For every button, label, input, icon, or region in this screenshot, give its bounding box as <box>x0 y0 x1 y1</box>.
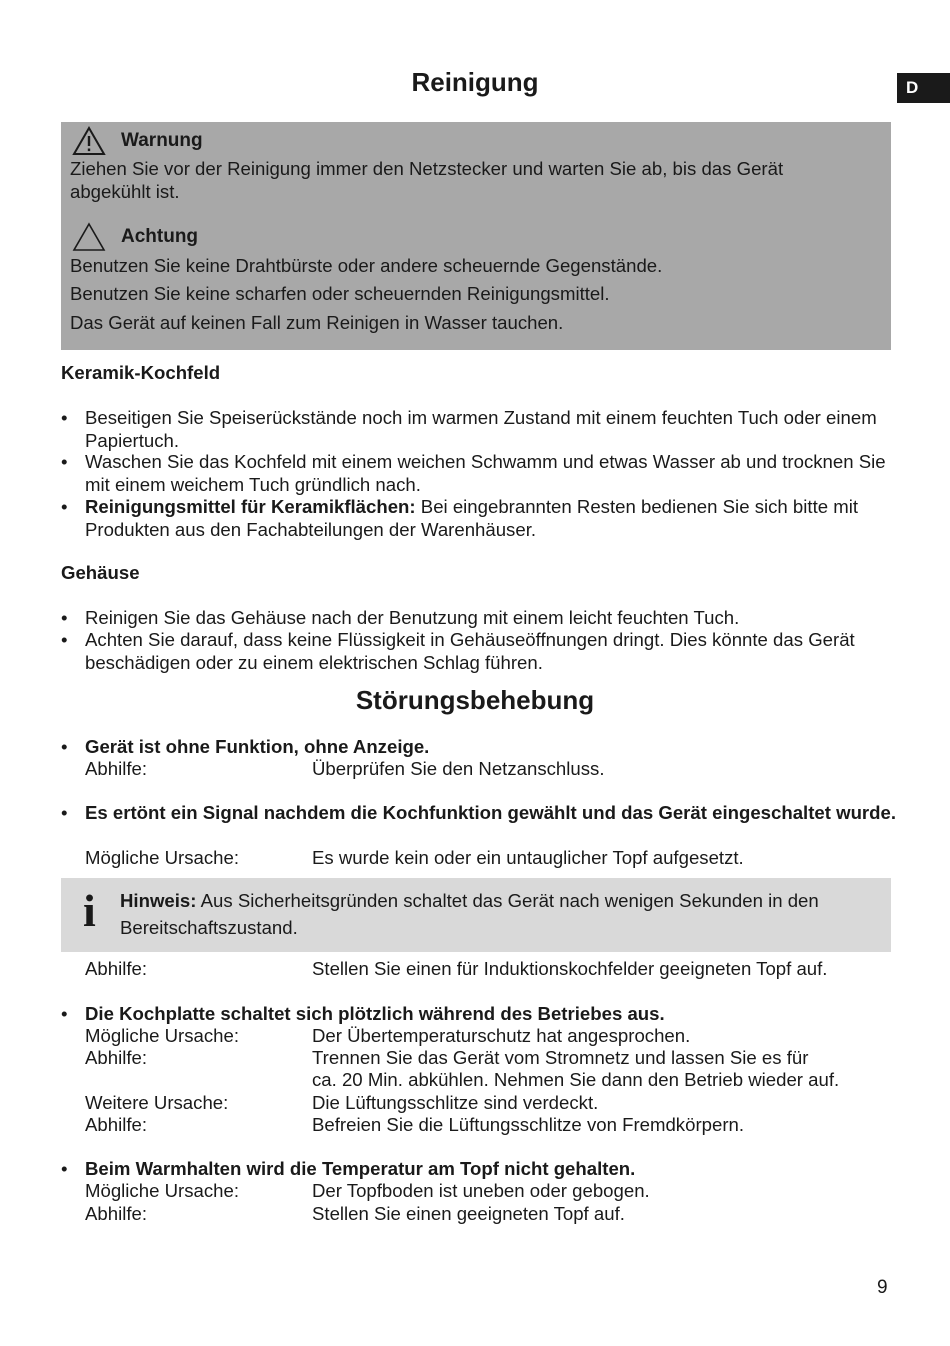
info-icon: i <box>83 885 96 936</box>
bullet-icon: • <box>61 1158 68 1179</box>
note-text <box>120 887 860 941</box>
cleaning-title: Reinigung <box>411 67 539 97</box>
caution-line: Benutzen Sie keine Drahtbürste oder andere scheuernde Gegenstände. <box>70 255 663 276</box>
ceramic-bullet-bold: Reinigungsmittel für Keramikflächen: <box>85 496 416 517</box>
cause-label: Mögliche Ursache: <box>85 847 239 868</box>
remedy-label: Abhilfe: <box>85 1203 148 1224</box>
remedy-text: Befreien Sie die Lüftungsschlitze von Fremdkörpern. <box>312 1114 745 1135</box>
cause-label: Mögliche Ursache: <box>85 1180 239 1201</box>
caution-heading: Achtung <box>121 226 199 247</box>
cause-text: Der Topfboden ist uneben oder gebogen. <box>312 1180 650 1201</box>
remedy-text: Stellen Sie einen für Induktionskochfelder geeigneten Topf auf. <box>312 958 828 979</box>
cause-label: Mögliche Ursache: <box>85 1025 239 1046</box>
bullet-icon: • <box>61 451 68 472</box>
bullet-icon: • <box>61 629 68 650</box>
remedy-label: Abhilfe: <box>85 958 148 979</box>
caution-line: Benutzen Sie keine scharfen oder scheuernden Reinigungsmittel. <box>70 283 610 304</box>
remedy-label: Abhilfe: <box>85 758 148 779</box>
ceramic-heading: Keramik-Kochfeld <box>61 362 221 383</box>
caution-icon <box>72 222 106 252</box>
problem-heading: Gerät ist ohne Funktion, ohne Anzeige. <box>85 736 430 757</box>
problem-heading: Die Kochplatte schaltet sich plötzlich während des Betriebes aus. <box>85 1003 665 1024</box>
warning-text-line: abgekühlt ist. <box>70 181 180 202</box>
bullet-icon: • <box>61 407 68 428</box>
bullet-icon: • <box>61 607 68 628</box>
bullet-icon: • <box>61 736 68 757</box>
bullet-icon: • <box>61 496 68 517</box>
problem-heading: Es ertönt ein Signal nachdem die Kochfunktion gewählt und das Gerät eingeschaltet wurde. <box>85 802 897 823</box>
remedy-label: Abhilfe: <box>85 1114 148 1135</box>
cause-text: Es wurde kein oder ein untauglicher Topf aufgesetzt. <box>312 847 744 868</box>
page-number: 9 <box>877 1277 888 1298</box>
remedy-text: Trennen Sie das Gerät vom Stromnetz und lassen Sie es für <box>312 1047 809 1068</box>
warning-heading: Warnung <box>121 130 203 151</box>
housing-bullet: Reinigen Sie das Gehäuse nach der Benutzung mit einem leicht feuchten Tuch. <box>85 607 740 628</box>
bullet-icon: • <box>61 1003 68 1024</box>
housing-heading: Gehäuse <box>61 562 140 583</box>
remedy-text: Überprüfen Sie den Netzanschluss. <box>312 758 605 779</box>
language-tab: D <box>897 73 950 103</box>
remedy-label: Abhilfe: <box>85 1047 148 1068</box>
warning-box <box>61 122 891 350</box>
bullet-icon: • <box>61 802 68 823</box>
note-label: Hinweis: <box>120 890 197 911</box>
problem-heading: Beim Warmhalten wird die Temperatur am Topf nicht gehalten. <box>85 1158 636 1179</box>
ceramic-bullet-rest: Bei eingebrannten Resten bedienen Sie sich bitte mit Produkten aus den Fachabteilungen der Warenhäuser. <box>85 496 859 540</box>
note-body: Aus Sicherheitsgründen schaltet das Gerät nach wenigen Sekunden in den Bereitschaftszustand. <box>120 890 819 938</box>
remedy-text: Stellen Sie einen geeigneten Topf auf. <box>312 1203 625 1224</box>
remedy-text: ca. 20 Min. abkühlen. Nehmen Sie dann den Betrieb wieder auf. <box>312 1069 840 1090</box>
ceramic-bullet: Beseitigen Sie Speiserückstände noch im warmen Zustand mit einem feuchten Tuch oder einem Papiertuch. <box>85 407 877 451</box>
caution-line: Das Gerät auf keinen Fall zum Reinigen in Wasser tauchen. <box>70 312 564 333</box>
warning-icon <box>72 126 106 156</box>
note-box <box>61 878 891 952</box>
cause-label: Weitere Ursache: <box>85 1092 229 1113</box>
warning-text-line: Ziehen Sie vor der Reinigung immer den Netzstecker und warten Sie ab, bis das Gerät <box>70 158 784 179</box>
ceramic-bullet <box>85 496 897 541</box>
housing-bullet: Achten Sie darauf, dass keine Flüssigkeit in Gehäuseöffnungen dringt. Dies könnte das Gerät beschädigen oder zu einem elektrischen Schlag führen. <box>85 629 855 673</box>
cause-text: Der Übertemperaturschutz hat angesprochen. <box>312 1025 691 1046</box>
ceramic-bullet: Waschen Sie das Kochfeld mit einem weichen Schwamm und etwas Wasser ab und trocknen Sie mit einem weichem Tuch gründlich nach. <box>85 451 886 495</box>
troubleshooting-title: Störungsbehebung <box>355 685 595 715</box>
cause-text: Die Lüftungsschlitze sind verdeckt. <box>312 1092 599 1113</box>
